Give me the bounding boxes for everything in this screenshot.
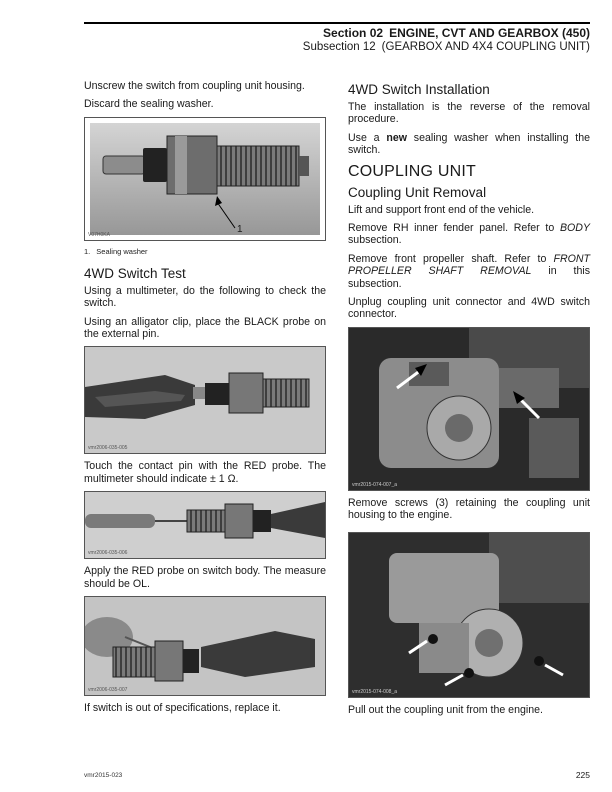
heading-coupling-unit-removal: Coupling Unit Removal — [348, 184, 487, 200]
figure-red-probe-pin — [84, 491, 326, 559]
figure-black-probe — [84, 346, 326, 454]
left-paragraph-red-probe: Touch the contact pin with the RED probe. The multimeter should indicate ± 1 Ω. — [84, 460, 326, 485]
figure-reference: vmr2006-035-007 — [88, 687, 128, 694]
figure-screws — [348, 532, 590, 698]
engine-screws-illustration — [349, 533, 589, 697]
left-paragraph-unscrew: Unscrew the switch from coupling unit housing. — [84, 80, 305, 92]
callout-number: 1 — [237, 223, 243, 235]
figure-reference: vmr2015-074-007_a — [352, 481, 398, 488]
section-heading — [323, 26, 590, 40]
heading-coupling-unit: COUPLING UNIT — [348, 162, 476, 180]
figure-switch-washer — [84, 117, 326, 241]
reference-body: BODY — [559, 222, 590, 235]
section-label: Section 02 — [323, 26, 384, 40]
heading-4wd-switch-test: 4WD Switch Test — [84, 265, 186, 281]
left-column — [84, 80, 326, 720]
switch-body-photo-illustration — [85, 597, 325, 695]
subsection-heading — [303, 41, 590, 53]
right-paragraph-reverse: The installation is the reverse of the removal procedure. — [348, 101, 590, 126]
reference-propeller-shaft: FRONT PROPELLER SHAFT REMOVAL — [348, 252, 590, 278]
figure-reference: vmr2015-074-008_a — [352, 688, 398, 695]
header-rule — [84, 22, 590, 24]
engine-connectors-illustration — [349, 328, 589, 490]
page-number: 225 — [575, 770, 590, 780]
subsection-title: (GEARBOX AND 4X4 COUPLING UNIT) — [381, 41, 590, 53]
text-fragment: in this subsection. — [348, 265, 591, 290]
caption-text: Sealing washer — [96, 246, 148, 256]
figure-reference: vmr2006-035-006 — [88, 550, 128, 557]
subsection-label: Subsection 12 — [302, 41, 376, 53]
switch-photo-illustration — [85, 118, 325, 240]
left-paragraph-replace: If switch is out of specifications, replace it. — [84, 702, 281, 715]
figure-reference: V07H0KA — [88, 231, 110, 238]
heading-4wd-switch-installation: 4WD Switch Installation — [348, 82, 490, 97]
right-paragraph-new-washer — [348, 132, 590, 157]
figure-connectors — [348, 327, 590, 491]
figure-caption — [84, 247, 326, 256]
right-paragraph-screws: Remove screws (3) retaining the coupling unit housing to the engine. — [348, 496, 590, 522]
figure-reference: vmr2006-035-005 — [88, 445, 128, 452]
text-fragment: Remove RH inner fender panel. Refer to — [348, 222, 560, 235]
right-column — [348, 82, 590, 722]
text-fragment: sealing washer when installing the switch. — [348, 131, 590, 157]
text-fragment: Remove front propeller shaft. Refer to — [348, 252, 554, 265]
left-paragraph-discard: Discard the sealing washer. — [84, 98, 214, 111]
right-paragraph-unplug: Unplug coupling unit connector and 4WD switch connector. — [348, 296, 590, 321]
black-probe-photo-illustration — [85, 347, 325, 453]
text-fragment: Use a — [348, 131, 387, 144]
left-paragraph-switch-body: Apply the RED probe on switch body. The measure should be OL. — [84, 565, 326, 590]
emphasis-new: new — [386, 131, 407, 144]
right-paragraph-lift: Lift and support front end of the vehicle. — [348, 203, 535, 216]
right-paragraph-propeller — [348, 253, 590, 290]
document-code: vmr2015-023 — [84, 772, 123, 779]
caption-number: 1. — [84, 246, 91, 256]
text-fragment: subsection. — [348, 234, 402, 247]
figure-red-probe-body — [84, 596, 326, 696]
right-paragraph-fender — [348, 222, 590, 247]
left-paragraph-multimeter: Using a multimeter, do the following to check the switch. — [84, 284, 326, 310]
red-probe-photo-illustration — [85, 492, 325, 558]
right-paragraph-pull-out: Pull out the coupling unit from the engine. — [348, 703, 543, 716]
left-paragraph-black-probe: Using an alligator clip, place the BLACK probe on the external pin. — [84, 315, 326, 341]
section-title: ENGINE, CVT AND GEARBOX (450) — [389, 26, 590, 40]
